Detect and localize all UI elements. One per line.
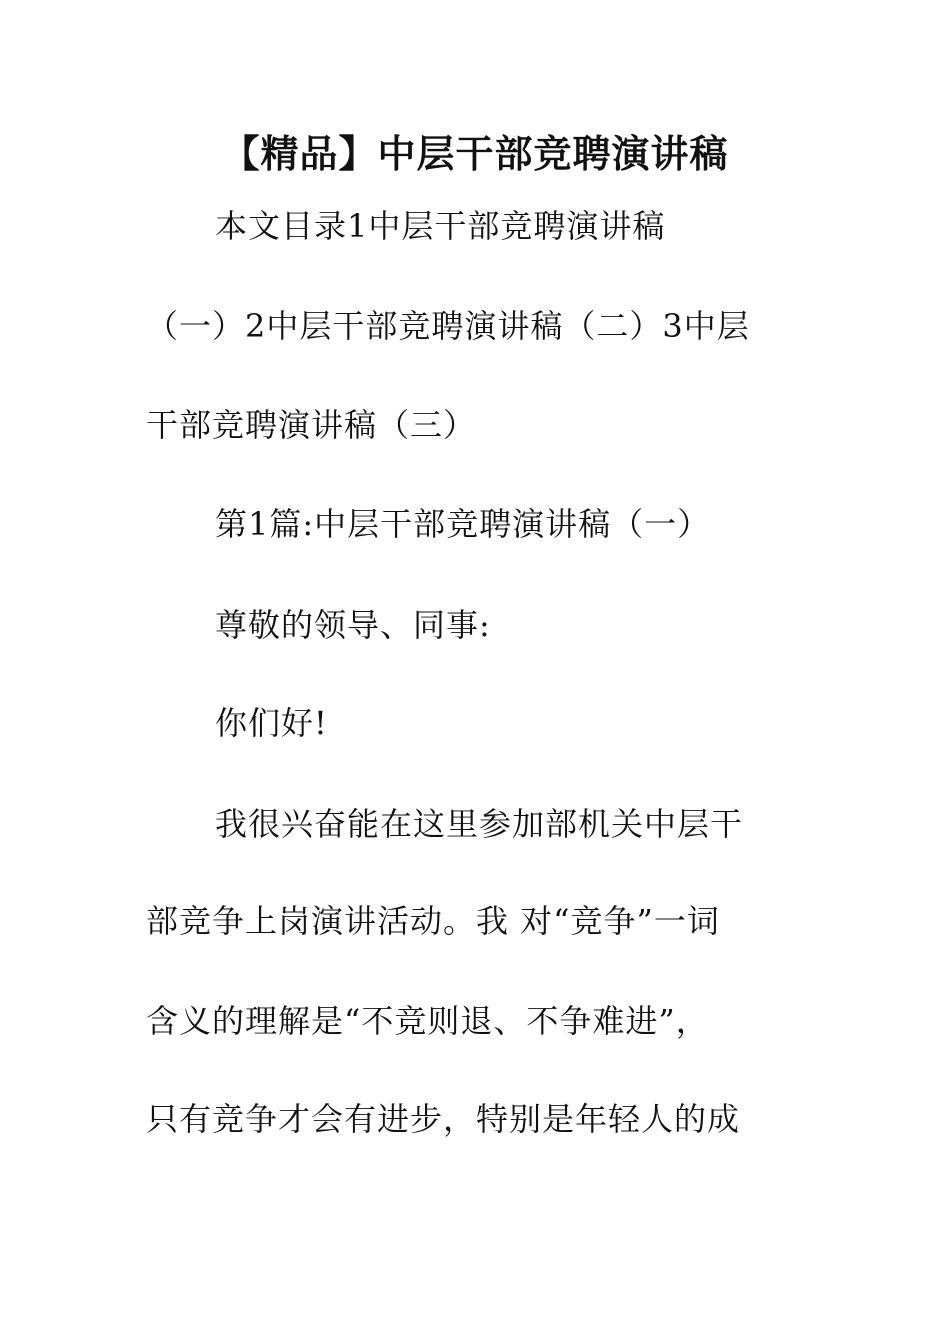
paragraph-line-3: 含义的理解是“不竞则退、不争难进”，	[146, 1002, 709, 1040]
paragraph-line-2: 部竞争上岗演讲活动。我 对“竞争”一词	[146, 902, 720, 940]
toc-line-2: （一）2中层干部竞聘演讲稿（二）3中层	[146, 307, 750, 345]
salutation: 尊敬的领导、同事:	[215, 606, 491, 644]
document-title: 【精品】中层干部竞聘演讲稿	[221, 132, 729, 176]
greeting: 你们好!	[215, 704, 328, 742]
toc-line-3: 干部竞聘演讲稿（三）	[146, 406, 477, 444]
chapter-heading: 第1篇:中层干部竞聘演讲稿（一）	[215, 505, 711, 543]
paragraph-line-4: 只有竞争才会有进步，特别是年轻人的成	[146, 1100, 741, 1138]
paragraph-line-1: 我很兴奋能在这里参加部机关中层干	[215, 805, 744, 843]
toc-line-1: 本文目录1中层干部竞聘演讲稿	[215, 207, 666, 245]
